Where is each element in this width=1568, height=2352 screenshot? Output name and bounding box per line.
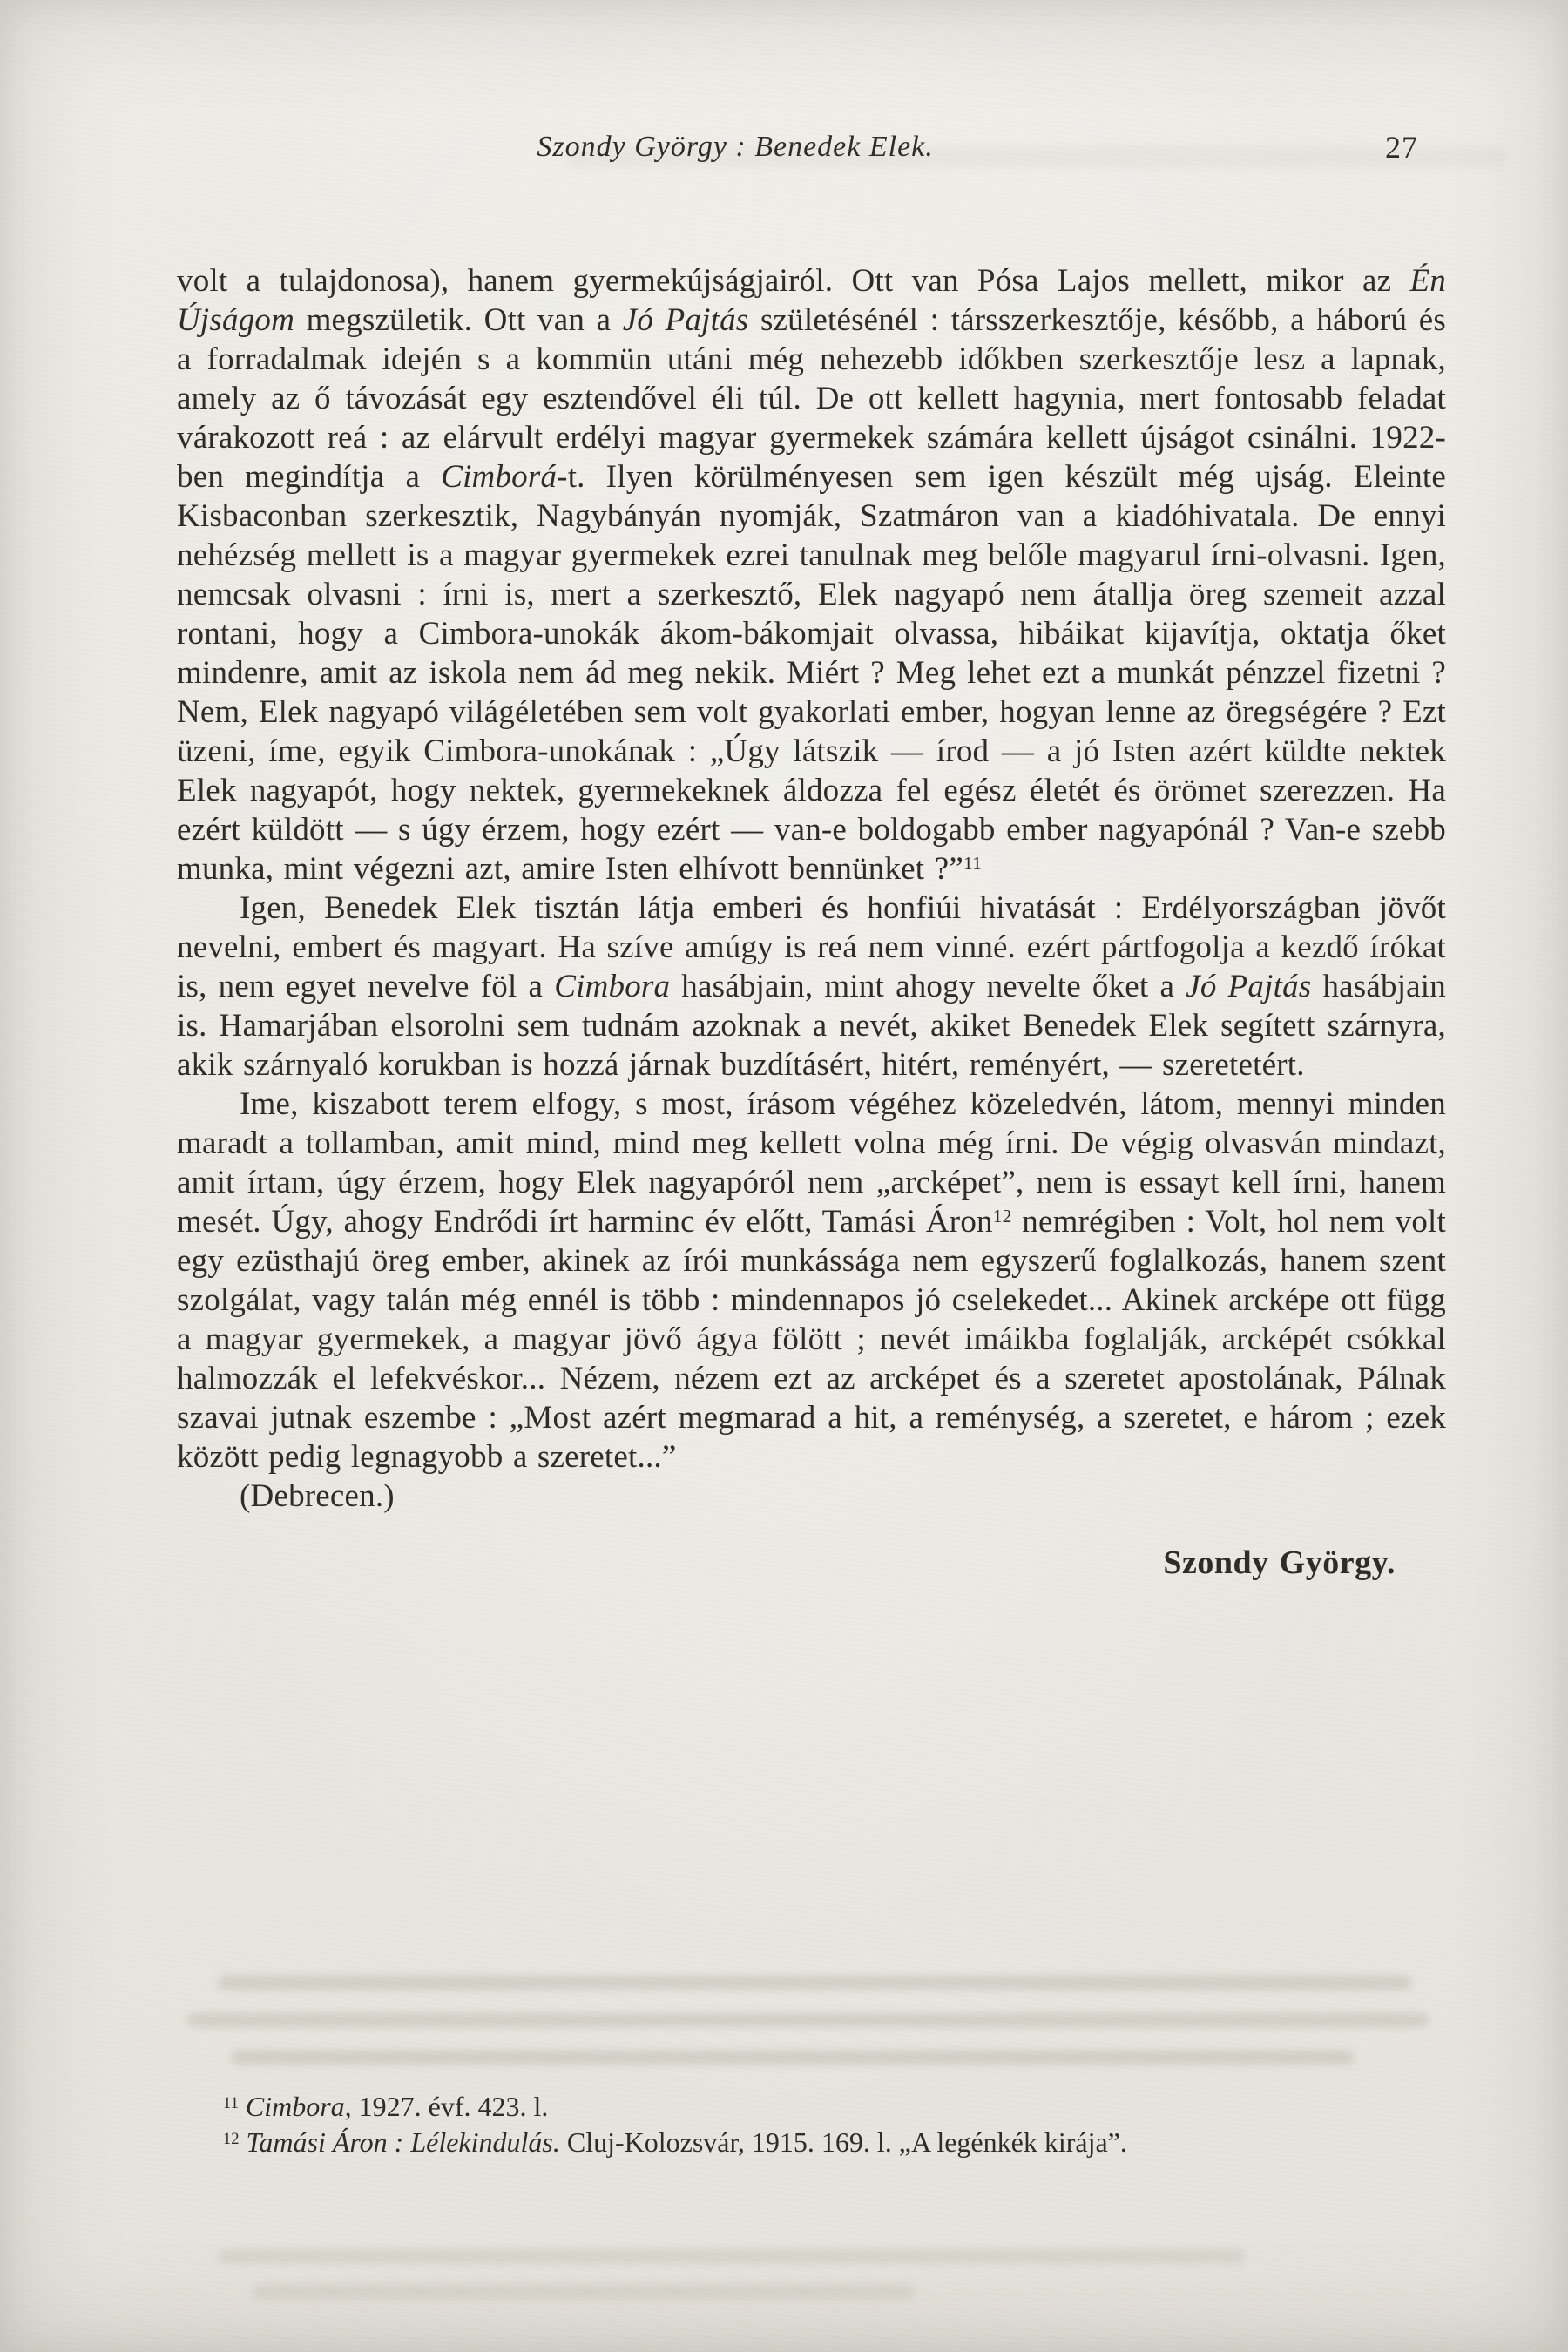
footnote xyxy=(167,2125,1369,2160)
page-number: 27 xyxy=(1385,130,1418,165)
text-segment: Cimbora, xyxy=(245,2091,352,2122)
text-segment: Tamási Áron : xyxy=(246,2126,404,2158)
text-segment: -t. Ilyen körülményesen sem igen készült még ujság. Eleinte Kisbaconban szerkesztik, Nagybányán nyomják, Szatmáron van a kiadóhivatala. De ennyi nehézség mellett is a magyar gyermekek ezrei tanulnak meg belőle magyarul írni-olvasni. Igen, nemcsak olvasni : írni is, mert a szerkesztő, Elek nagyapó nem átallja öreg szemeit azzal rontani, hogy a Cimbora-unokák ákom-bákomjait olvassa, hibáikat kijavítja, oktatja őket mindenre, amit az iskola nem ád meg nekik. Miért ? Meg lehet ezt a munkát pénzzel fizetni ? Nem, Elek nagyapó világéletében sem volt gyakorlati ember, hogyan lenne az öregségére ? Ezt üzeni, íme, egyik Cimbora-unokának : „Úgy látszik — írod — a jó Isten azért küldte nektek Elek nagyapót, hogy nektek, gyermekeknek áldozza fel egész életét és örömet szerezzen. Ha ezért küldött — s úgy érzem, hogy ezért — van-e boldogabb ember nagyapónál ? Van-e szebb munka, mint végezni azt, amire Isten elhívott bennünket ?” xyxy=(177,459,1446,887)
body-text xyxy=(177,261,1446,1583)
footnote xyxy=(167,2089,1369,2125)
bleedthrough-mark xyxy=(218,2249,1246,2263)
bleedthrough-texture xyxy=(179,1976,1450,2088)
bleedthrough-mark xyxy=(253,2285,915,2299)
text-segment: megszületik. Ott van a xyxy=(294,302,623,338)
text-segment: hasábjain, mint ahogy nevelte őket a xyxy=(670,969,1186,1004)
paragraph xyxy=(177,1085,1446,1477)
text-segment: Igen, Benedek Elek tisztán látja emberi és honfiúi hivatását : Erdélyországban jövőt nevelni, embert és magyart. Ha szíve amúgy is reá nem vinné. ezért pártfogolja a kezdő írókat is, nem egyet nevelve föl a xyxy=(177,890,1446,1004)
text-segment xyxy=(240,2126,247,2158)
paragraph xyxy=(177,1477,1446,1516)
footnote-marker: 11 xyxy=(223,2093,239,2112)
text-segment: Cluj-Kolozsvár, 1915. 169. l. „A legénkék kirája”. xyxy=(559,2126,1127,2158)
page-header xyxy=(177,131,1446,176)
running-title: Szondy György : Benedek Elek. xyxy=(537,131,934,163)
footnote-marker: 12 xyxy=(992,1206,1012,1227)
text-segment: hasábjain is. Hamarjában elsorolni sem tudnám azoknak a nevét, akiket Benedek Elek segített szárnyra, akik szárnyaló korukban is hozzá járnak buzdításért, hitért, reményért, — szeretetért. xyxy=(177,969,1446,1083)
text-segment: Lélekindulás. xyxy=(410,2126,560,2158)
text-segment: Jó Pajtás xyxy=(622,302,749,338)
text-segment: 1927. évf. 423. l. xyxy=(351,2091,549,2122)
footnote-marker: 12 xyxy=(223,2129,240,2148)
footnote-marker: 11 xyxy=(963,853,983,875)
footnotes xyxy=(167,2089,1369,2160)
footnotes-list xyxy=(167,2089,1369,2160)
bleedthrough-mark xyxy=(231,2051,1355,2065)
text-segment: nemrégiben : Volt, hol nem volt egy ezüsthajú öreg ember, akinek az írói munkássága nem egyszerű foglalkozás, hanem szent szolgálat, vagy talán még ennél is több : mindennapos jó cselekedet... Akinek arcképe ott függ a magyar gyermekek, a magyar jövő ágya fölött ; nevét imáikba foglalják, arcképét csókkal halmozzák el lefekvéskor... Nézem, nézem ezt az arcképet és a szeretet apostolának, Pálnak szavai jutnak eszembe : „Most azért megmarad a hit, a reménység, a szeretet, e három ; ezek között pedig legnagyobb a szeretet...” xyxy=(177,1204,1446,1475)
text-segment: Ime, kiszabott terem elfogy, s most, írásom végéhez közeledvén, látom, mennyi minden maradt a tollamban, amit mind, mind meg kellett volna még írni. De végig olvasván mindazt, amit írtam, úgy érzem, hogy Elek nagyapóról nem „arcképet”, nem is essayt kell írni, hanem mesét. Úgy, ahogy Endrődi írt harminc év előtt, Tamási Áron xyxy=(177,1086,1446,1240)
text-segment: Jó Pajtás xyxy=(1186,969,1312,1004)
text-segment: Cimbora xyxy=(554,969,671,1004)
text-segment xyxy=(239,2091,246,2122)
paragraph xyxy=(177,889,1446,1085)
text-segment: (Debrecen.) xyxy=(240,1478,395,1514)
text-segment: születésénél : társszerkesztője, később, a háború és a forradalmak idején s a kommün utáni még nehezebb időkben szerkesztője lesz a lapnak, amely az ő távozását egy esztendővel éli túl. De ott kellett hagynia, mert fontosabb feladat várakozott reá : az elárvult erdélyi magyar gyermekek számára kellett újságot csinálni. 1922-ben megindítja a xyxy=(177,302,1446,495)
author-signature: Szondy György. xyxy=(1163,1544,1396,1581)
bleedthrough-mark xyxy=(187,2013,1429,2027)
bleedthrough-mark xyxy=(218,1976,1411,1990)
paragraphs xyxy=(177,261,1446,1516)
paragraph xyxy=(177,261,1446,889)
text-segment: Én Újságom xyxy=(177,263,1446,338)
bleedthrough-texture xyxy=(192,2249,1429,2321)
text-segment: volt a tulajdonosa), hanem gyermekújságjairól. Ott van Pósa Lajos mellett, mikor az xyxy=(177,263,1410,299)
text-segment: Cimborá xyxy=(441,459,558,495)
